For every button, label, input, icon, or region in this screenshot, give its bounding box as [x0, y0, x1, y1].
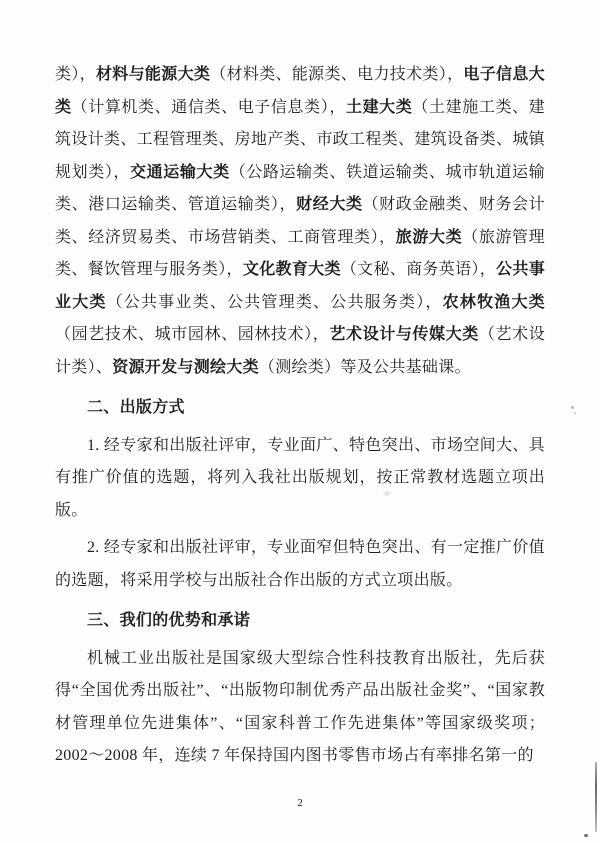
paragraph-publishing-1: 1. 经专家和出版社评审，专业面广、特色突出、市场空间大、具有推广价值的选题，将列入我社出版规划，按正常教材选题立项出版。	[55, 436, 545, 519]
category-detail: （文秘、商务英语），	[340, 261, 497, 278]
section-heading-publishing: 二、出版方式	[87, 399, 185, 416]
category-name: 艺术设计与传媒大类	[329, 326, 479, 343]
category-name: 电子信息大类	[55, 66, 545, 116]
category-detail: （艺术设计类）、	[55, 326, 546, 376]
scan-speck-artifact	[584, 834, 588, 837]
category-detail: 类），	[55, 66, 96, 83]
section-heading-advantages: 三、我们的优势和承诺	[87, 612, 251, 629]
category-detail: （计算机类、通信类、电子信息类），	[71, 98, 346, 116]
paragraph-publishing-2: 2. 经专家和出版社评审，专业面窄但特色突出、有一定推广价值的选题，将采用学校与出版社合作出版的方式立项出版。	[55, 539, 545, 589]
document-text	[55, 59, 545, 773]
category-name: 资源开发与测绘大类	[112, 358, 259, 376]
page-number: 2	[297, 797, 303, 809]
category-detail: （土建施工类、建筑设计类、工程管理类、房地产类、市政工程类、建筑设备类、城镇规划类），	[55, 98, 545, 181]
category-name: 公共事业大类	[55, 261, 545, 311]
category-name: 旅游大类	[395, 228, 463, 246]
category-name: 农林牧渔大类	[442, 293, 545, 311]
category-detail: （材料类、能源类、电力技术类），	[210, 66, 464, 83]
scan-speck-artifact	[574, 412, 576, 414]
category-detail: （园艺技术、城市园林、园林技术），	[55, 326, 330, 343]
category-detail: （公共事业类、公共管理类、公共服务类），	[106, 293, 443, 311]
scan-speck-artifact	[571, 406, 574, 409]
category-detail: （旅游管理类、餐饮管理与服务类），	[55, 228, 545, 278]
paragraph-majors-continued	[55, 59, 545, 384]
category-detail: （测绘类）等及公共基础课。	[258, 358, 471, 376]
category-name: 材料与能源大类	[95, 66, 211, 83]
category-name: 文化教育大类	[242, 261, 341, 278]
category-name: 土建大类	[345, 98, 413, 116]
paragraph-advantages: 机械工业出版社是国家级大型综合性科技教育出版社，先后获得“全国优秀出版社”、“出版物印制优秀产品出版社金奖”、“国家教材管理单位先进集体”、“国家科普工作先进集体”等国家级奖项；2002～2008 年，连续 7 年保持国内图书零售市场占有率排名第一的	[55, 649, 545, 764]
category-detail: （财政金融类、财务会计类、经济贸易类、市场营销类、工商管理类），	[55, 196, 545, 246]
category-name: 财经大类	[296, 196, 363, 213]
category-detail: （公路运输类、铁道运输类、城市轨道运输类、港口运输类、管道运输类），	[55, 163, 545, 213]
category-name: 交通运输大类	[130, 163, 230, 181]
